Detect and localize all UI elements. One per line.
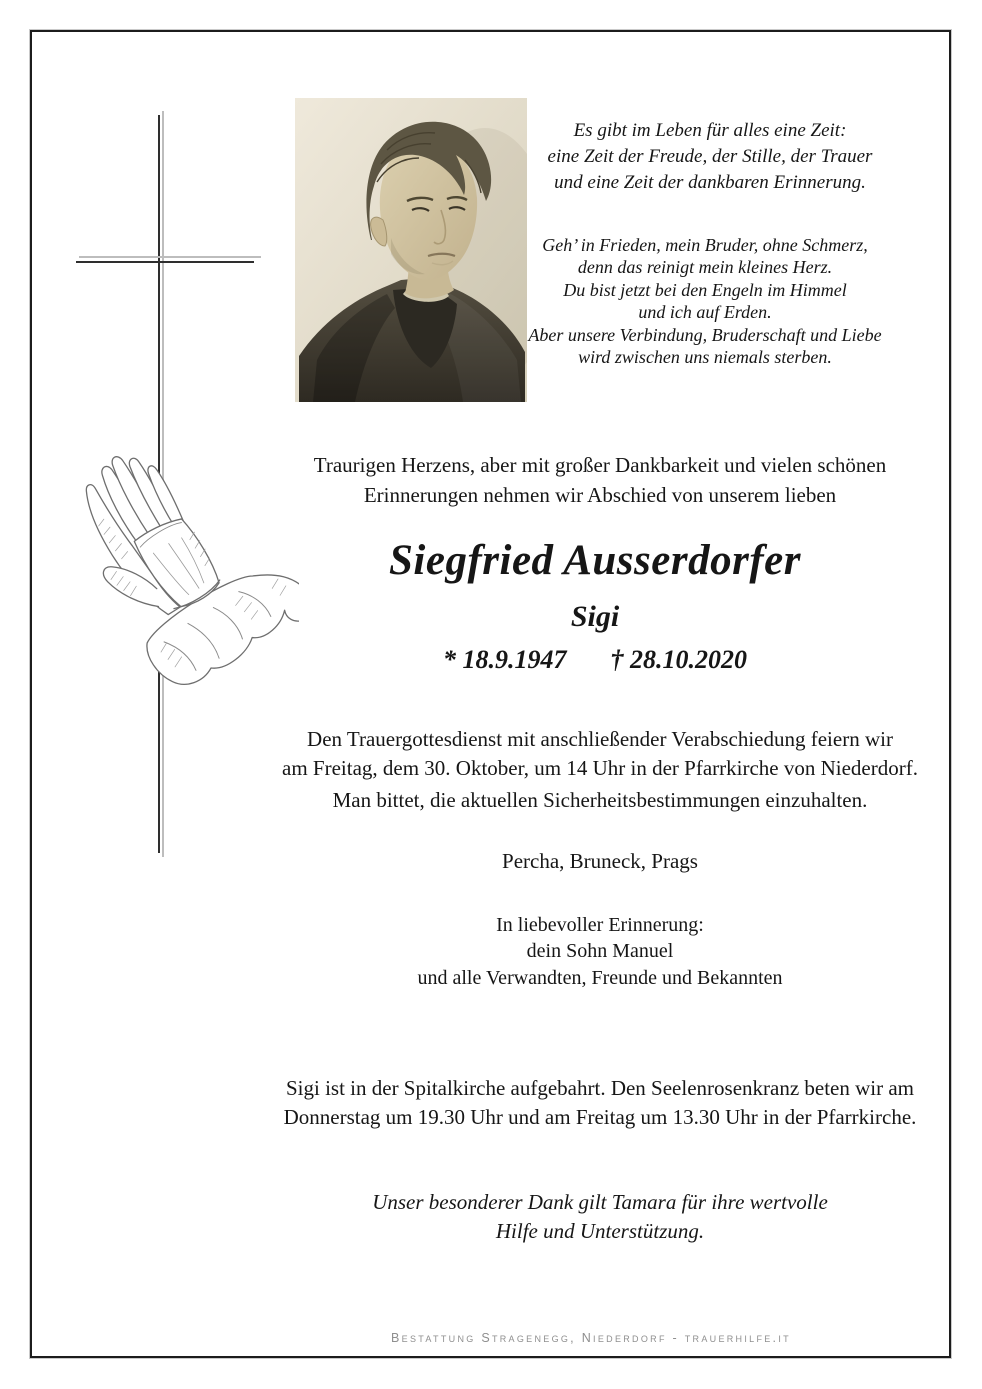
mourners-block — [250, 912, 950, 991]
birth-date: * 18.9.1947 — [443, 645, 567, 674]
wake-line: Donnerstag um 19.30 Uhr und am Freitag um 13.30 Uhr in der Pfarrkirche. — [283, 1104, 917, 1129]
cross-horizontal-line — [76, 261, 254, 263]
portrait-illustration — [295, 98, 527, 402]
service-line: Den Trauergottesdienst mit anschließender Verabschiedung feiern wir — [307, 727, 893, 751]
service-line: am Freitag, dem 30. Oktober, um 14 Uhr in der Pfarrkirche von Niederdorf. — [282, 755, 918, 780]
wake-line: Sigi ist in der Spitalkirche aufgebahrt. Den Seelenrosenkranz beten wir am — [285, 1076, 915, 1100]
poem-line: Du bist jetzt bei den Engeln im Himmel — [563, 279, 847, 300]
poem-line: eine Zeit der Freude, der Stille, der Trauer — [547, 146, 873, 167]
poem-line: wird zwischen uns niemals sterben. — [578, 347, 832, 368]
mourners-line: dein Sohn Manuel — [526, 940, 674, 963]
wake-info — [250, 1074, 950, 1131]
cross-horizontal-shadow — [79, 256, 261, 258]
farewell-poem — [510, 234, 900, 368]
poem-line: Es gibt im Leben für alles eine Zeit: — [573, 120, 847, 141]
death-date: † 28.10.2020 — [610, 645, 747, 674]
life-dates — [245, 645, 945, 675]
deceased-nickname: Sigi — [570, 600, 620, 633]
deceased-name: Siegfried Ausserdorfer — [389, 537, 801, 584]
thanks-line: Hilfe und Unterstützung. — [495, 1218, 705, 1243]
opening-poem — [515, 118, 905, 196]
funeral-service-info — [250, 725, 950, 782]
intro-text — [250, 450, 950, 510]
portrait-photo — [295, 98, 527, 402]
thanks-line: Unser besonderer Dank gilt Tamara für ihre wertvolle — [372, 1190, 828, 1214]
intro-line: Traurigen Herzens, aber mit großer Dankbarkeit und vielen schönen — [313, 453, 887, 477]
places-line: Percha, Bruneck, Prags — [502, 849, 698, 873]
poem-line: Aber unsere Verbindung, Bruderschaft und Liebe — [528, 324, 882, 345]
poem-line: Geh’ in Frieden, mein Bruder, ohne Schmerz, — [542, 235, 868, 255]
safety-note: Man bittet, die aktuellen Sicherheitsbestimmungen einzuhalten. — [332, 788, 868, 812]
intro-line: Erinnerungen nehmen wir Abschied von unserem lieben — [363, 483, 837, 507]
thanks-note — [250, 1188, 950, 1245]
funeral-home-footer: Bestattung Stragenegg, Niederdorf - trauerhilfe.it — [391, 1331, 791, 1345]
mourners-line: und alle Verwandten, Freunde und Bekannten — [417, 966, 783, 989]
mourners-line: In liebevoller Erinnerung: — [496, 914, 704, 936]
poem-line: und ich auf Erden. — [638, 302, 772, 323]
poem-line: und eine Zeit der dankbaren Erinnerung. — [554, 172, 866, 193]
poem-line: denn das reinigt mein kleines Herz. — [577, 257, 833, 278]
